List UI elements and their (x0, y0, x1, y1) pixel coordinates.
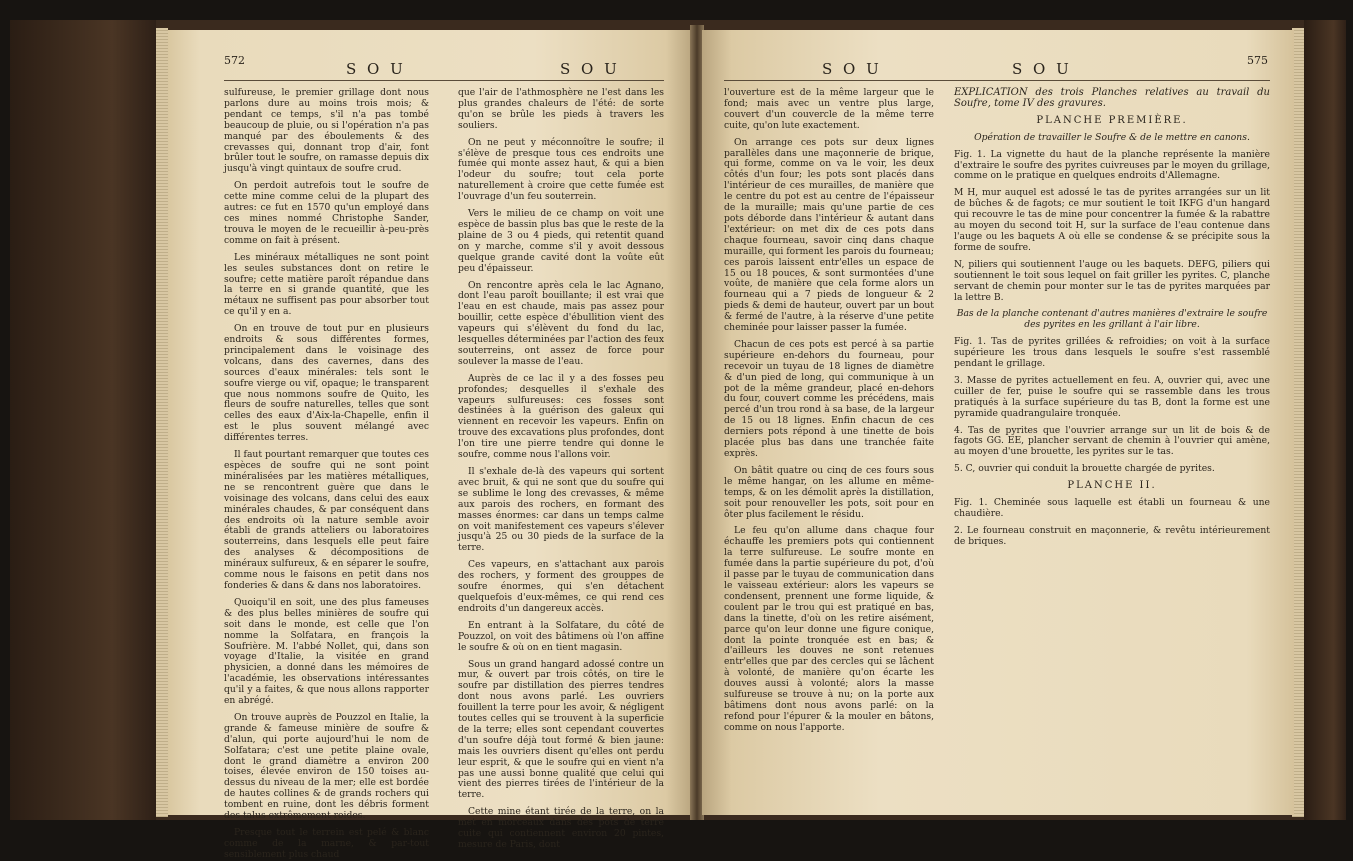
paragraph: Les minéraux métalliques ne sont point les seules substances dont on retire le soufre; cette matière paroît répandue dans la terre en si grande quantité, que les métaux ne suffisent pas pour absorber tout ce qu'il y en a. (224, 251, 429, 318)
paragraph: l'ouverture est de la même largeur que le fond; mais avec un ventre plus large, couvert d'un couvercle de la même terre cuite, qu'on lute exactement. (724, 87, 934, 131)
plate-2-heading: PLANCHE II. (1067, 480, 1157, 492)
paragraph: Cette mine étant tirée de la terre, on la met en morceaux dans des pots de terre cuite qui contiennent environ 20 pintes, mesure de Paris, dont (458, 806, 664, 850)
left-head-rule (224, 80, 664, 81)
bas-de-planche-heading: Bas de la planche contenant d'autres manières d'extraire le soufre des pyrites en les grillant à l'air libre. (956, 308, 1268, 331)
left-page (168, 30, 692, 860)
left-column-1 (224, 87, 429, 860)
left-running-head-1: S O U (346, 60, 406, 78)
right-running-head-2: S O U (1012, 60, 1072, 78)
paragraph: On arrange ces pots sur deux lignes parallèles dans une maçonnerie de brique, qui forme, comme on va le voir, les deux côtés d'un four; les pots sont placés dans l'intérieur de ces murailles, de manière que le centre du pot est au centre de l'épaisseur de la muraille; mais qu'une partie de ces pots déborde dans l'intérieur & autant dans l'extérieur: on met dix de ces pots dans chaque fourneau, savoir cinq dans chaque muraille, qui forment les parois du fourneau; ces parois laissent entr'elles un espace de 15 ou 18 pouces, & sont surmontées d'une voûte, de manière que cela forme alors un fourneau qui a 7 pieds de longueur & 2 pieds & demi de hauteur, ouvert par un bout & fermé de l'autre, à la réserve d'une petite cheminée pour laisser passer la fumée. (724, 136, 934, 334)
right-running-head-1: S O U (822, 60, 882, 78)
right-page (702, 30, 1294, 815)
paragraph: Il s'exhale de-là des vapeurs qui sortent avec bruit, & qui ne sont que du soufre qui se sublime le long des crevasses, & même aux parois des rochers, en formant des masses énormes: car dans un temps calme on voit manifestement ces vapeurs s'élever jusqu'à 25 ou 30 pieds de la surface de la terre. (458, 466, 664, 554)
paragraph: M H, mur auquel est adossé le tas de pyrites arrangées sur un lit de bûches & de fagots; ce mur soutient le toit IKFG d'un hangard qui recouvre le tas de mine pour concentrer la fumée & la rabattre au moyen du second toit H, sur la surface de l'eau contenue dans l'auge ou les baquets A où elle se condense & se précipite sous la forme de soufre. (954, 187, 1270, 253)
paragraph: Le feu qu'on allume dans chaque four échauffe les premiers pots qui contiennent la terre sulfureuse. Le soufre monte en fumée dans la partie supérieure du pot, d'où il passe par le tuyau de communication dans le vaisseau extérieur: alors les vapeurs se condensent, prennent une forme liquide, & coulent par le trou qui est pratiqué en bas, dans la tinette, d'où on les retire aisément, parce qu'on leur donne une figure conique, dont la pointe tronquée est en bas; & d'ailleurs les douves ne sont retenues entr'elles que par des cercles qui se lâchent à volonté, de manière qu'on écarte les douves aussi à volonté; alors la masse sulfureuse se trouve à nu; on la porte aux bâtimens dont nous avons parlé: on la refond pour l'épurer & la mouler en bâtons, comme on nous l'apporte. (724, 525, 934, 733)
cover-left-edge (10, 20, 156, 820)
paragraph: Fig. 1. Cheminée sous laquelle est établi un fourneau & une chaudière. (954, 497, 1270, 519)
paragraph: N, piliers qui soutiennent l'auge ou les baquets. DEFG, piliers qui soutiennent le toit sous lequel on fait griller les pyrites. C, planche servant de chemin pour monter sur le tas de pyrites marquées par la lettre B. (954, 258, 1270, 303)
plate-1-subtitle: Opération de travailler le Soufre & de le mettre en canons. (974, 131, 1250, 143)
right-column-1 (724, 88, 934, 808)
paragraph: Ces vapeurs, en s'attachant aux parois des rochers, y forment des grouppes de soufre énormes, qui s'en détachent quelquefois d'eux-mêmes, ce qui rend ces endroits d'un dangereux accès. (458, 559, 664, 614)
paragraph: On bâtit quatre ou cinq de ces fours sous le même hangar, on les allume en même-temps, & on les démolit après la distillation, soit pour renouveller les pots, soit pour en ôter plus facilement le résidu. (724, 464, 934, 520)
paragraph: 3. Masse de pyrites actuellement en feu. A, ouvrier qui, avec une cuiller de fer, puise le soufre qui se rassemble dans les trous pratiqués à la surface supérieure du tas B, dont la forme est une pyramide quadrangulaire tronquée. (954, 374, 1270, 419)
paragraph: 5. C, ouvrier qui conduit la brouette chargée de pyrites. (954, 463, 1215, 475)
paragraph: Vers le milieu de ce champ on voit une espèce de bassin plus bas que le reste de la plaine de 3 ou 4 pieds, qui retentit quand on y marche, comme s'il y avoit dessous quelque grande cavité dont la voûte eût peu d'épaisseur. (458, 208, 664, 274)
paragraph: On perdoit autrefois tout le soufre de cette mine comme celui de la plupart des autres: ce fut en 1570 qu'un employé dans ces mines nommé Christophe Sander, trouva le moyen de le recueillir à-peu-près comme on fait à présent. (224, 180, 429, 246)
paragraph: Il faut pourtant remarquer que toutes ces espèces de soufre qui ne sont point minéralisées par les matières métalliques, ne se rencontrent guère que dans le voisinage des volcans, dans celui des eaux minérales chaudes, & par conséquent dans des endroits où la nature semble avoir établi de grands atteliers ou laboratoires souterreins, dans lesquels elle peut faire des analyses & décompositions de minéraux sulfureux, & en séparer le soufre, comme nous le faisons en petit dans nos fonderies & dans & dans nos laboratoires. (224, 449, 429, 591)
right-head-rule (724, 80, 1270, 81)
paragraph: Sous un grand hangard adossé contre un mur, & ouvert par trois côtés, on tire le soufre par distillation des pierres tendres dont nous avons parlé. Les ouvriers fouillent la terre pour les avoir, & négligent toutes celles qui se trouvent à la superficie de la terre; elles sont cependant couvertes d'un soufre déjà tout formé & bien jaune: mais les ouvriers disent qu'elles ont perdu leur esprit, & que le soufre qui en vient n'a pas une aussi bonne qualité que celui qui vient des pierres tirées de l'intérieur de la terre. (458, 658, 664, 801)
paragraph: Chacun de ces pots est percé à sa partie supérieure en-dehors du fourneau, pour recevoir un tuyau de 18 lignes de diamètre & d'un pied de long, qui communique à un pot de la même grandeur, placé en-dehors du four, couvert comme les précédens, mais percé d'un trou rond à sa base, de la largeur de 15 ou 18 lignes. Enfin chacun de ces derniers pots répond à une tinette de bois placée plus bas dans une tranchée faite exprès. (724, 338, 934, 459)
paragraph: Fig. 1. La vignette du haut de la planche représente la manière d'extraire le soufre des pyrites cuivreuses par le moyen du grillage, comme on le pratique en quelques endroits d'Allemagne. (954, 148, 1270, 182)
paragraph: que l'air de l'athmosphère ne l'est dans les plus grandes chaleurs de l'été: de sorte qu'on se brûle les pieds à travers les souliers. (458, 87, 664, 131)
plate-1-heading: PLANCHE PREMIÈRE. (1036, 114, 1188, 126)
paragraph: On trouve auprès de Pouzzol en Italie, la grande & fameuse minière de soufre & d'alun, qui porte aujourd'hui le nom de Solfatara; c'est une petite plaine ovale, dont le grand diamètre a environ 200 toises, élevée environ de 150 toises au-dessus du niveau de la mer; elle est bordée de hautes collines & de grands rochers qui tombent en ruine, dont les débris forment des talus extrêmement roides. (224, 711, 429, 822)
paragraph: 4. Tas de pyrites que l'ouvrier arrange sur un lit de bois & de fagots GG. EE, plancher servant de chemin à l'ouvrier qui amène, au moyen d'une brouette, les pyrites sur le tas. (954, 424, 1270, 458)
paragraph: Quoiqu'il en soit, une des plus fameuses & des plus belles minières de soufre qui soit dans le monde, est celle que l'on nomme la Solfatara, en françois la Soufrière. M. l'abbé Nollet, qui, dans son voyage d'Italie, la visitée en grand physicien, a donné dans les mémoires de l'académie, les observations intéressantes qu'il y a faites, & que nous allons rapporter en abrégé. (224, 596, 429, 707)
paragraph: Auprès de ce lac il y a des fosses peu profondes; desquelles il s'exhale des vapeurs sulfureuses: ces fosses sont destinées à la guérison des galeux qui viennent en recevoir les vapeurs. Enfin on trouve des excavations plus profondes, dont l'on tire une pierre tendre qui donne le soufre, comme nous l'allons voir. (458, 372, 664, 461)
paragraph: On ne peut y méconnoître le soufre; il s'élève de presque tous ces endroits une fumée qui monte assez haut, & qui a bien l'odeur du soufre; tout cela porte naturellement à croire que cette fumée est l'ouvrage d'un feu souterrein. (458, 136, 664, 203)
left-running-head-2: S O U (560, 60, 620, 78)
paragraph: Fig. 1. Tas de pyrites grillées & refroidies; on voit à la surface supérieure les trous dans lesquels le soufre s'est rassemblé pendant le grillage. (954, 336, 1270, 370)
paragraph: Presque tout le terrein est pelé & blanc comme de la marne, & par-tout sensiblement plus chaud (224, 827, 429, 860)
paragraph: On rencontre après cela le lac Agnano, dont l'eau paroît bouillante; il est vrai que l'eau en est chaude, mais pas assez pour bouillir, cette espèce d'ébullition vient des vapeurs qui s'élèvent du fond du lac, lesquelles déterminées par l'action des feux souterreins, ont assez de force pour soulever la masse de l'eau. (458, 279, 664, 367)
left-column-2 (458, 87, 664, 850)
cover-right-edge (1304, 20, 1346, 820)
paragraph: On en trouve de tout pur en plusieurs endroits & sous différentes formes, principalement dans le voisinage des volcans, dans des cavernes, dans des sources d'eaux minérales: tels sont le soufre vierge ou vif, opaque; le transparent que nous nommons soufre de Quito, les fleurs de soufre naturelles, telles que sont celles des eaux d'Aix-la-Chapelle, enfin il est le plus souvent mélangé avec différentes terres. (224, 323, 429, 444)
explication-title: EXPLICATION des trois Planches relatives au travail du Soufre, tome IV des gravures. (954, 87, 1270, 109)
right-column-2 (954, 88, 1270, 808)
page-stack-left (156, 28, 168, 817)
paragraph: sulfureuse, le premier grillage dont nous parlons dure au moins trois mois; & pendant ce temps, s'il n'a pas tombé beaucoup de pluie, ou si l'opération n'a pas manqué par des éboulements & des crevasses qui, donnant trop d'air, font brûler tout le soufre, on ramasse depuis dix jusqu'à vingt quintaux de soufre crud. (224, 87, 429, 175)
right-page-number: 575 (1247, 54, 1268, 67)
left-page-number: 572 (224, 54, 245, 67)
paragraph: En entrant à la Solfatare, du côté de Pouzzol, on voit des bâtimens où l'on affine le soufre & où on en tient magasin. (458, 619, 664, 653)
paragraph: 2. Le fourneau construit en maçonnerie, & revêtu intérieurement de briques. (954, 524, 1270, 547)
